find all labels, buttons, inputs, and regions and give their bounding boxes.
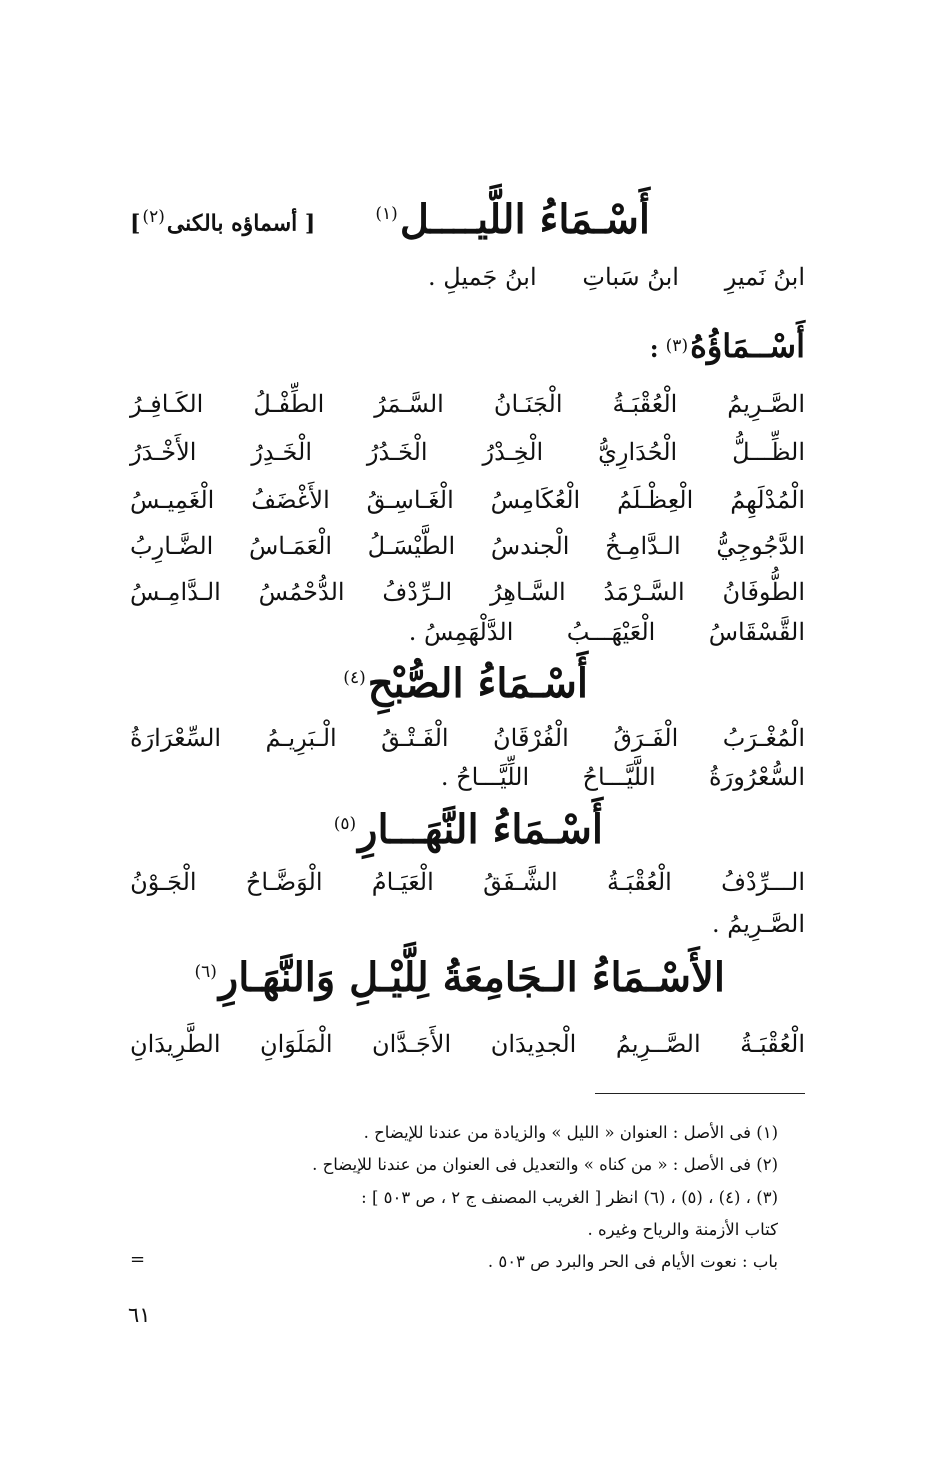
word: الْمُغْـرَبُ [722,724,805,752]
word: القَّسْقَاسُ [708,618,805,646]
word: السِّعْرَارَةُ [130,724,222,752]
word: الْفَـتْـقُ [381,724,449,752]
word: الْحُدَارِيُّ [598,438,678,466]
kunya-name: ابنُ جَميلِ . [427,263,537,291]
word: الْخَـدُرُ [366,438,428,466]
footnote-divider [595,1093,805,1094]
night-names-title: أَسْــمَاؤُهُ [690,327,805,365]
heading-day-title: أَسْـمَاءُ النَّهَـــارِ [358,806,603,853]
night-row [130,574,805,610]
footnote-2: (٢) فى الأصل : « من كناه » والتعديل فى العنوان من عندنا للإيضاح . [312,1155,778,1174]
footnote-ref-2: (٢) [142,207,165,227]
word: الصَّـرِيمُ [727,390,805,418]
word: الْعَمَـاسُ [248,532,333,560]
heading-night [373,196,650,243]
word: الظِّـــلُّ [732,438,805,466]
word: الطَّيْسَـلُ [367,532,456,560]
word: السَّـرْمَدُ [603,578,685,606]
word: اللَّيَّـــاحُ [582,763,656,791]
word: الْمَلَوَانِ [260,1030,333,1058]
night-row [130,482,805,518]
heading-morning-title: أَسْـمَاءُ الصُّبْحِ [367,660,588,707]
word: الدَّلْهَمِسُ . [408,618,514,646]
night-row [130,528,805,564]
footnote-ref-4: (٤) [343,667,366,688]
heading-morning [341,660,588,707]
kunya-name: ابنُ سَباتِ [582,263,679,291]
word: الدَّجُوجِيُّ [716,532,805,560]
word: الْعَيَـامُ [371,868,434,896]
word: الْجَـوْنُ [130,868,197,896]
kunya-names [428,265,805,289]
word: الصَّــرِيمُ [615,1030,701,1058]
word: الطُّوفَانُ [722,578,805,606]
word: الْوَضَّـاحُ [245,868,323,896]
word: السَّـاهِرُ [490,578,566,606]
word: الْجدِيدَان [490,1030,577,1058]
heading-day [332,806,603,853]
footnote-ref-6: (٦) [194,961,217,982]
heading-night-title: أَسْـمَاءُ اللَّيــــل [399,196,650,243]
word: السَّـمَرُ [374,390,444,418]
page-number: ٦١ [128,1303,151,1327]
kunya-label-close: ] [130,210,141,237]
word: الـدَّامِـسُ [130,578,221,606]
footnote-ref-3: (٣) [665,335,689,356]
word: الْغَـاسِـقُ [366,486,454,514]
word: الْغَمِيـسُ [130,486,215,514]
word: الْـبَرِيـمُ [265,724,337,752]
word: اللِّيَّـــاحُ . [440,763,530,791]
word: الأَغْضَفُ [251,486,330,514]
word: الشَّـفَقُ [483,868,558,896]
day-row [130,864,805,900]
night-names-heading [649,327,805,365]
night-row [130,434,805,470]
heading-both-title: الأَسْـمَاءُ الـجَامِعَةُ لِلَّيْـلِ وَالنَّهَـارِ [218,954,725,1001]
word: الْعُقْبَـةُ [612,390,678,418]
footnote-3-cont: باب : نعوت الأيام فى الحر والبرد ص ٥٠٣ . [487,1252,778,1271]
word: الكَـافِـرُ [130,390,204,418]
word: الضَّـارِبُ [130,532,214,560]
word: الْفُرْقَانُ [493,724,569,752]
heading-both [192,954,725,1001]
word: الطَّرِيدَانِ [130,1030,221,1058]
word: الْجندسُ [490,532,570,560]
footnote-ref-1: (١) [375,203,398,224]
footnote-3: (٣) ، (٤) ، (٥) ، (٦) انظر [ الغريب المصنف ج ٢ ، ص ٥٠٣ ] : [361,1188,778,1207]
word: الْعَيْهَـــبُ [566,618,656,646]
word: الأَجَـدَّان [372,1030,452,1058]
night-row [130,386,805,422]
word: الـرِّدْفُ [382,578,453,606]
footnote-3-cont: كتاب الأزمنة والرياح وغيره . [587,1220,778,1239]
word: الْعُقْبَـةُ [606,868,672,896]
word: الطِّفْـلُ [253,390,325,418]
word: الْخَـدِرُ [251,438,313,466]
morning-row [130,720,805,756]
kunya-label-text: [ أسماؤه بالكنى [166,210,316,237]
word: الـــرِّدْفُ [721,868,805,896]
word: الْعُكَامِسُ [490,486,581,514]
word: الْجَنَـانُ [493,390,563,418]
footnote-ref-5: (٥) [333,813,357,834]
night-last-line [409,620,805,644]
word: السُّعْرُورَةُ [709,763,805,791]
word: الْعِظْـلَمُ [617,486,694,514]
continuation-mark: = [130,1249,146,1270]
footnote-1: (١) فى الأصل : العنوان « الليل » والزيادة من عندنا للإيضاح . [363,1123,778,1142]
morning-last-line [441,765,805,789]
colon: : [649,334,659,363]
both-row [130,1026,805,1062]
kunya-name: ابنُ نَميرِ [724,263,805,291]
word: الْمُدْلَهِمُ [730,486,805,514]
day-last-line: الصَّـرِيمُ . [712,910,805,938]
kunya-label [130,207,315,236]
word: الدُّحْمُسُ [258,578,345,606]
word: الأَخْـدَرُ [130,438,197,466]
word: الْخِـدْرُ [482,438,544,466]
word: الْعُقْبَـةُ [740,1030,805,1058]
word: الـدَّامِـخُ [605,532,681,560]
word: الْفَـرَقُ [613,724,679,752]
